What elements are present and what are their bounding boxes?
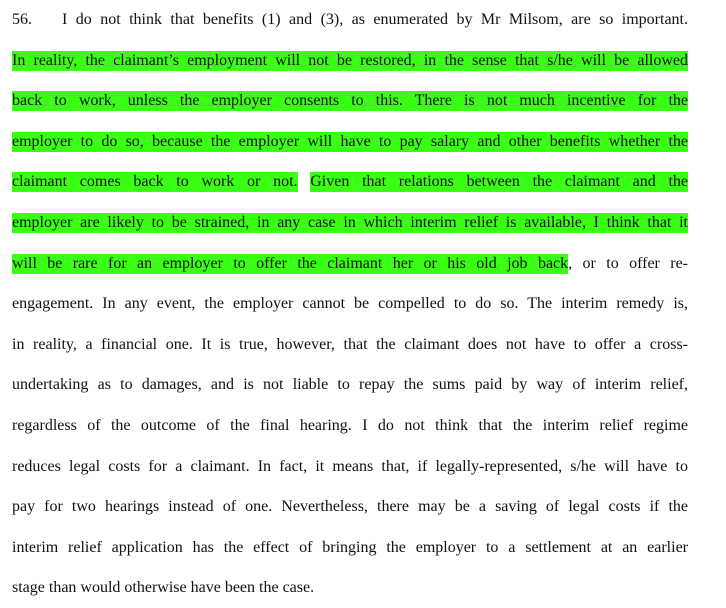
text-segment [298,173,311,190]
text-line [12,131,688,153]
text-segment: reduces legal costs for a claimant. In fact, it means that, if legally-represented, s/he will have to [12,457,688,475]
text-line [12,90,688,112]
text-line [12,415,688,437]
paragraph-number: 56. [12,11,32,28]
text-segment: in reality, a financial one. It is true, however, that the claimant does not have to offer a cross- [12,335,688,353]
highlighted-text: will be rare for an employer to offer the claimant her or his old job back [12,254,569,272]
text-line [12,212,688,234]
text-line [12,496,688,518]
text-segment: interim relief application has the effect of bringing the employer to a settlement at an earlier [12,538,688,556]
highlighted-text: In reality, the claimant’s employment will not be restored, in the sense that s/he will be allowed [12,51,688,69]
text-line [12,50,688,72]
highlighted-text: back to work, unless the employer consents to this. There is not much incentive for the [12,92,688,110]
text-line [12,537,688,559]
text-line [12,9,688,31]
text-segment: pay for two hearings instead of one. Nevertheless, there may be a saving of legal costs if the [12,498,688,516]
text-segment: engagement. In any event, the employer cannot be compelled to do so. The interim remedy is, [12,295,688,313]
text-line [12,253,688,275]
text-line [12,456,688,478]
text-line [12,577,688,599]
text-segment: I do not think that benefits (1) and (3), as enumerated by Mr Milsom, are so important. [62,11,688,28]
text-segment: regardless of the outcome of the final hearing. I do not think that the interim relief regime [12,417,688,434]
text-line [12,334,688,356]
text-segment: stage than would otherwise have been the case. [12,579,315,597]
highlighted-text: employer to do so, because the employer will have to pay salary and other benefits whether the [12,132,688,150]
text-segment: undertaking as to damages, and is not liable to repay the sums paid by way of interim relief, [12,376,688,394]
text-line [12,374,688,396]
highlighted-text: claimant comes back to work or not. [12,173,298,191]
text-line [12,171,688,193]
text-line [12,293,688,315]
text-segment: , or to offer re- [568,254,689,272]
highlighted-text: Given that relations between the claimant and the [310,173,688,191]
highlighted-text: employer are likely to be strained, in any case in which interim relief is available, I think that it [12,214,688,231]
